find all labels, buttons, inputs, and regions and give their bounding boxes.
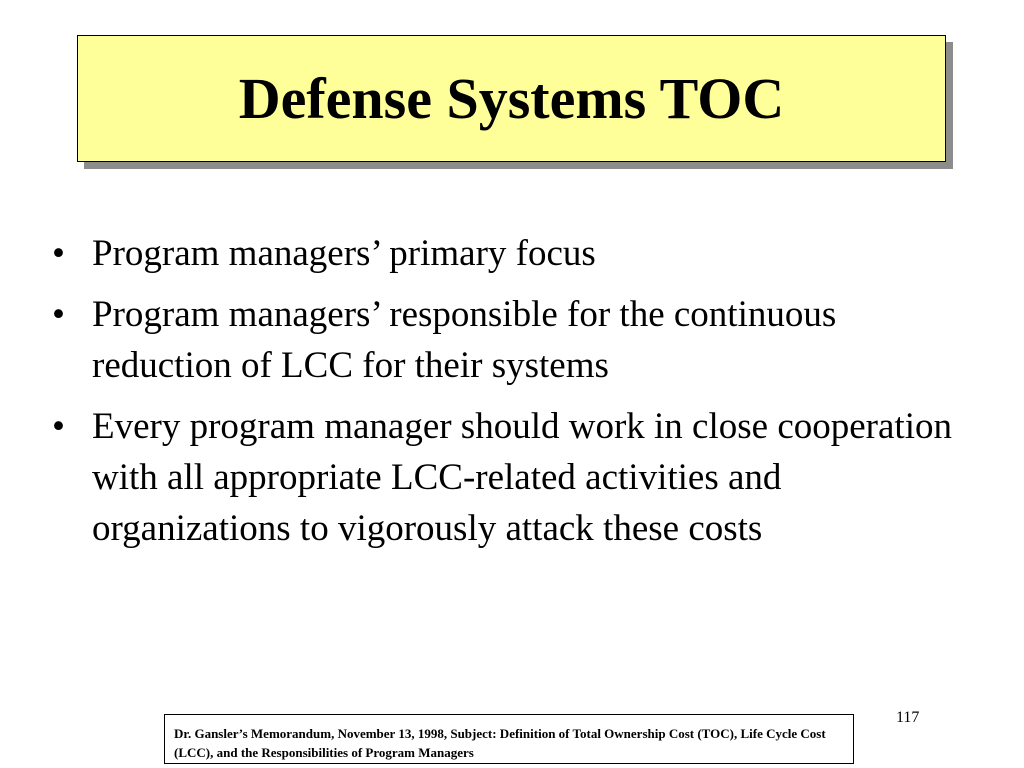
bullet-list xyxy=(52,228,982,564)
bullet-item xyxy=(52,289,982,391)
bullet-item xyxy=(52,401,982,554)
bullet-text: Every program manager should work in close cooperation with all appropriate LCC-related activities and organizations to vigorously attack these costs xyxy=(92,406,952,549)
page-number: 117 xyxy=(896,709,920,726)
bullet-icon: • xyxy=(52,233,65,274)
citation-text: Dr. Gansler’s Memorandum, November 13, 1998, Subject: Definition of Total Ownership Cost (TOC), Life Cycle Cost (LCC), and the Responsibilities of Program Managers xyxy=(174,726,826,760)
bullet-icon: • xyxy=(52,294,65,335)
bullet-icon: • xyxy=(52,406,65,447)
citation-box xyxy=(164,714,854,764)
slide-title: Defense Systems TOC xyxy=(238,65,785,131)
bullet-text: Program managers’ primary focus xyxy=(92,233,596,274)
title-box xyxy=(77,35,946,162)
bullet-text: Program managers’ responsible for the continuous reduction of LCC for their systems xyxy=(92,294,837,386)
bullet-item xyxy=(52,228,982,279)
